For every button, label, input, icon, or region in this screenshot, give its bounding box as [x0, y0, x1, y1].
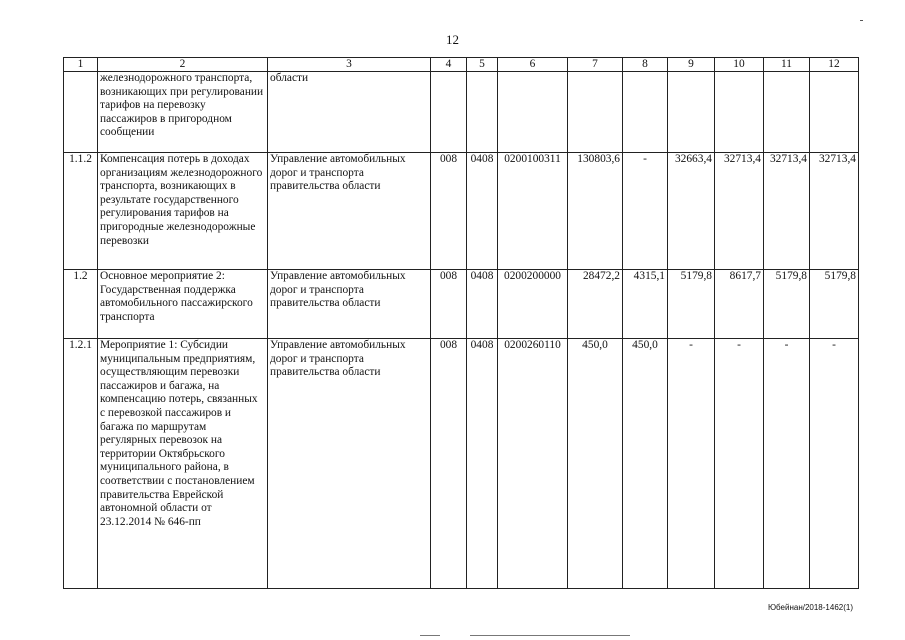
column-number: 7 — [568, 58, 623, 72]
cell-value: - — [668, 339, 715, 589]
item-name: железнодорожного транспорта, возникающих при регулировании тарифов на перевозку пассажиров в пригородном сообщении — [98, 72, 268, 153]
cell-value: 4315,1 — [623, 270, 668, 339]
cell-value: 32713,4 — [764, 153, 810, 270]
item-executor: Управление автомобильных дорог и транспорта правительства области — [268, 270, 431, 339]
column-number: 3 — [268, 58, 431, 72]
item-number: 1.2 — [64, 270, 98, 339]
column-number: 8 — [623, 58, 668, 72]
column-number: 10 — [715, 58, 764, 72]
item-number: 1.1.2 — [64, 153, 98, 270]
cell-value: 008 — [431, 270, 467, 339]
column-number: 9 — [668, 58, 715, 72]
cell-value: 32713,4 — [715, 153, 764, 270]
measures-table — [63, 57, 859, 589]
cell-value — [498, 72, 568, 153]
item-name: Основное мероприятие 2: Государственная поддержка автомобильного пассажирского транспорта — [98, 270, 268, 339]
cell-value: 32713,4 — [810, 153, 859, 270]
item-number — [64, 72, 98, 153]
scan-line — [420, 635, 440, 636]
table-row — [64, 153, 859, 270]
cell-value: - — [764, 339, 810, 589]
column-number: 5 — [467, 58, 498, 72]
cell-value: 32663,4 — [668, 153, 715, 270]
cell-value: 0200260110 — [498, 339, 568, 589]
item-executor: области — [268, 72, 431, 153]
cell-value: - — [810, 339, 859, 589]
column-number-row — [64, 58, 859, 72]
cell-value: 450,0 — [623, 339, 668, 589]
column-number: 11 — [764, 58, 810, 72]
column-number: 1 — [64, 58, 98, 72]
cell-value: 0408 — [467, 153, 498, 270]
cell-value: 28472,2 — [568, 270, 623, 339]
cell-value: 450,0 — [568, 339, 623, 589]
cell-value — [810, 72, 859, 153]
scan-mark — [860, 20, 863, 21]
cell-value — [764, 72, 810, 153]
item-name: Мероприятие 1: Субсидии муниципальным предприятиям, осуществляющим перевозки пассажиров и багажа, на компенсацию потерь, связанных с перевозкой пассажиров и багажа по маршрутам регулярных перевозок на территории Октябрьского муниципального района, в соответствии с постановлением правительства Еврейской автономной области от 23.12.2014 № 646-пп — [98, 339, 268, 589]
page-number: 12 — [446, 32, 459, 47]
cell-value: 008 — [431, 153, 467, 270]
cell-value: 0200100311 — [498, 153, 568, 270]
cell-value — [668, 72, 715, 153]
cell-value — [568, 72, 623, 153]
column-number: 2 — [98, 58, 268, 72]
cell-value: 0200200000 — [498, 270, 568, 339]
cell-value: 5179,8 — [668, 270, 715, 339]
cell-value: 8617,7 — [715, 270, 764, 339]
cell-value: - — [623, 153, 668, 270]
cell-value: 0408 — [467, 270, 498, 339]
cell-value — [467, 72, 498, 153]
item-executor: Управление автомобильных дорог и транспорта правительства области — [268, 339, 431, 589]
table-row — [64, 339, 859, 589]
column-number: 6 — [498, 58, 568, 72]
cell-value — [431, 72, 467, 153]
table-row — [64, 270, 859, 339]
table-row — [64, 72, 859, 153]
cell-value: 130803,6 — [568, 153, 623, 270]
cell-value: 5179,8 — [764, 270, 810, 339]
column-number: 4 — [431, 58, 467, 72]
cell-value — [623, 72, 668, 153]
cell-value — [715, 72, 764, 153]
item-number: 1.2.1 — [64, 339, 98, 589]
cell-value: 5179,8 — [810, 270, 859, 339]
item-name: Компенсация потерь в доходах организациям железнодорожного транспорта, возникающих в результате государственного регулирования тарифов на пригородные железнодорожные перевозки — [98, 153, 268, 270]
item-executor: Управление автомобильных дорог и транспорта правительства области — [268, 153, 431, 270]
cell-value: 0408 — [467, 339, 498, 589]
document-code: Юбейнан/2018-1462(1) — [767, 603, 853, 612]
column-number: 12 — [810, 58, 859, 72]
cell-value: 008 — [431, 339, 467, 589]
cell-value: - — [715, 339, 764, 589]
scan-line — [470, 635, 630, 636]
